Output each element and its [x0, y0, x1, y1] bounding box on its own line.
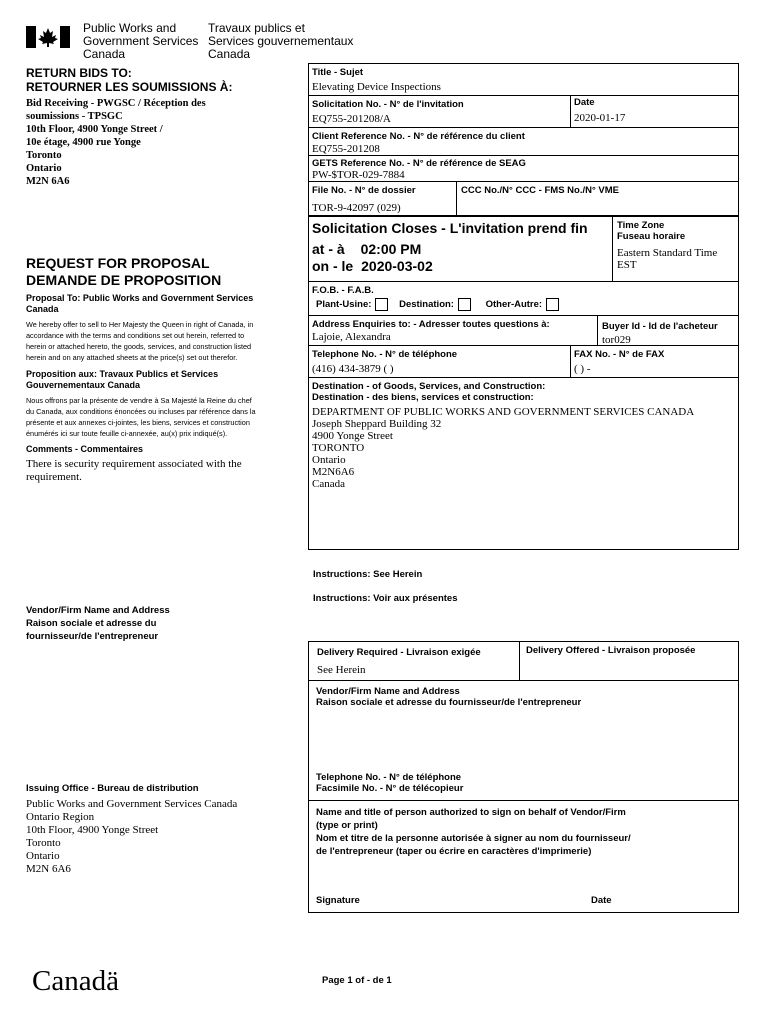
canada-wordmark: Canadä — [32, 965, 119, 997]
canada-flag-icon — [26, 26, 70, 48]
gets-label: GETS Reference No. - N° de référence de SEAG — [312, 158, 526, 169]
page-number: Page 1 of - de 1 — [322, 975, 392, 986]
dept-name-en: Public Works and Government Services Canada — [83, 21, 199, 61]
timezone-value: Eastern Standard Time EST — [617, 247, 718, 271]
title-value: Elevating Device Inspections — [312, 81, 441, 93]
instructions-en: Instructions: See Herein — [313, 569, 423, 580]
telephone-value: (416) 434-3879 ( ) — [312, 363, 394, 375]
return-bids-title: RETURN BIDS TO: RETOURNER LES SOUMISSIONS À: — [26, 66, 233, 94]
client-ref-value: EQ755-201208 — [312, 143, 380, 155]
other-checkbox[interactable] — [546, 298, 559, 311]
telephone-label: Telephone No. - N° de téléphone — [312, 349, 458, 360]
vendor-name-label: Vendor/Firm Name and Address Raison sociale et adresse du fournisseur/de l'entrepreneur — [316, 686, 582, 708]
destination-goods-label: Destination - of Goods, Services, and Construction: Destination - des biens, services et construction: — [312, 381, 546, 403]
signature-date-label: Date — [591, 895, 612, 906]
vendor-left-label: Vendor/Firm Name and Address Raison sociale et adresse du fournisseur/de l'entrepreneur — [26, 605, 170, 642]
destination-label: Destination: — [399, 299, 454, 311]
gets-value: PW-$TOR-029-7884 — [312, 169, 405, 181]
address-enquiries-label: Address Enquiries to: - Adresser toutes questions à: — [312, 319, 550, 330]
dept-name-fr: Travaux publics et Services gouvernementaux Canada — [208, 21, 354, 61]
issuing-office-label: Issuing Office - Bureau de distribution — [26, 783, 199, 794]
timezone-label: Time Zone Fuseau horaire — [617, 220, 686, 242]
authorized-person-label: Name and title of person authorized to sign on behalf of Vendor/Firm (type or print) Nom et titre de la personne autorisée à signer au nom du fournisseur/ de l'entrepreneur (taper ou écrire en caractères d'imprimerie) — [316, 807, 631, 857]
vendor-phone-label: Telephone No. - N° de téléphone Facsimile No. - N° de télécopieur — [316, 772, 464, 794]
proposal-to-section — [26, 293, 261, 484]
fax-value: ( ) - — [574, 363, 591, 375]
destination-checkbox[interactable] — [458, 298, 471, 311]
fob-label: F.O.B. - F.A.B. — [312, 285, 374, 296]
solicitation-value: EQ755-201208/A — [312, 113, 391, 125]
client-ref-label: Client Reference No. - N° de référence du client — [312, 131, 525, 142]
buyer-id-value: tor029 — [602, 334, 631, 346]
file-label: File No. - N° de dossier — [312, 185, 416, 196]
delivery-offered-label: Delivery Offered - Livraison proposée — [526, 645, 696, 656]
ccc-label: CCC No./N° CCC - FMS No./N° VME — [461, 185, 620, 196]
return-bids-address: Bid Receiving - PWGSC / Réception des soumissions - TPSGC 10th Floor, 4900 Yonge Street / 10e étage, 4900 rue Yonge Toronto Ontario M2N 6A6 — [26, 98, 206, 187]
instructions-fr: Instructions: Voir aux présentes — [313, 593, 458, 604]
on-value: 2020-03-02 — [361, 258, 433, 274]
signature-label: Signature — [316, 895, 360, 906]
fob-options — [316, 298, 565, 311]
proposal-to-body: We hereby offer to sell to Her Majesty the Queen in right of Canada, in accordance with the terms and conditions set out herein, referred to herein or attached hereto, the goods, services, and construction listed herein and on any attached sheets at the price(s) set out therefor. — [26, 320, 254, 362]
destination-address: DEPARTMENT OF PUBLIC WORKS AND GOVERNMENT SERVICES CANADA Joseph Sheppard Building 32 4900 Yonge Street TORONTO Ontario M2N6A6 Canada — [312, 406, 695, 490]
closes-label: Solicitation Closes - L'invitation prend fin — [312, 220, 588, 236]
solicitation-label: Solicitation No. - N° de l'invitation — [312, 99, 464, 110]
title-label: Title - Sujet — [312, 67, 364, 78]
date-value: 2020-01-17 — [574, 112, 626, 124]
at-value: 02:00 PM — [360, 241, 422, 257]
proposition-aux-label: Proposition aux: Travaux Publics et Services Gouvernementaux Canada — [26, 369, 219, 390]
issuing-office-address: Public Works and Government Services Canada Ontario Region 10th Floor, 4900 Yonge Street Toronto Ontario M2N 6A6 — [26, 798, 238, 875]
proposition-aux-body: Nous offrons par la présente de vendre à Sa Majesté la Reine du chef du Canada, aux conditions énoncées ou incluses par référence dans la présente et aux annexes ci-jointes, les biens, services et construction énumérés ici sur toute feuille ci-annexée, au(x) prix indiqué(s). — [26, 396, 256, 438]
comments-value: There is security requirement associated with the requirement. — [26, 458, 242, 483]
plant-label: Plant-Usine: — [316, 299, 372, 311]
delivery-required-label: Delivery Required - Livraison exigée — [317, 647, 481, 658]
on-label: on - le — [312, 258, 354, 274]
buyer-id-label: Buyer Id - Id de l'acheteur — [602, 321, 718, 332]
file-value: TOR-9-42097 (029) — [312, 202, 401, 214]
other-label: Other-Autre: — [485, 299, 543, 311]
request-title: REQUEST FOR PROPOSAL DEMANDE DE PROPOSITION — [26, 255, 222, 288]
date-label: Date — [574, 97, 595, 108]
comments-label: Comments - Commentaires — [26, 444, 144, 454]
proposal-to-label: Proposal To: Public Works and Government Services Canada — [26, 293, 254, 314]
delivery-required-value: See Herein — [317, 664, 366, 676]
address-enquiries-value: Lajoie, Alexandra — [312, 331, 391, 343]
at-label: at - à — [312, 241, 345, 257]
plant-checkbox[interactable] — [375, 298, 388, 311]
fax-label: FAX No. - N° de FAX — [574, 349, 665, 360]
closes-at — [312, 241, 421, 258]
closes-on — [312, 258, 433, 275]
